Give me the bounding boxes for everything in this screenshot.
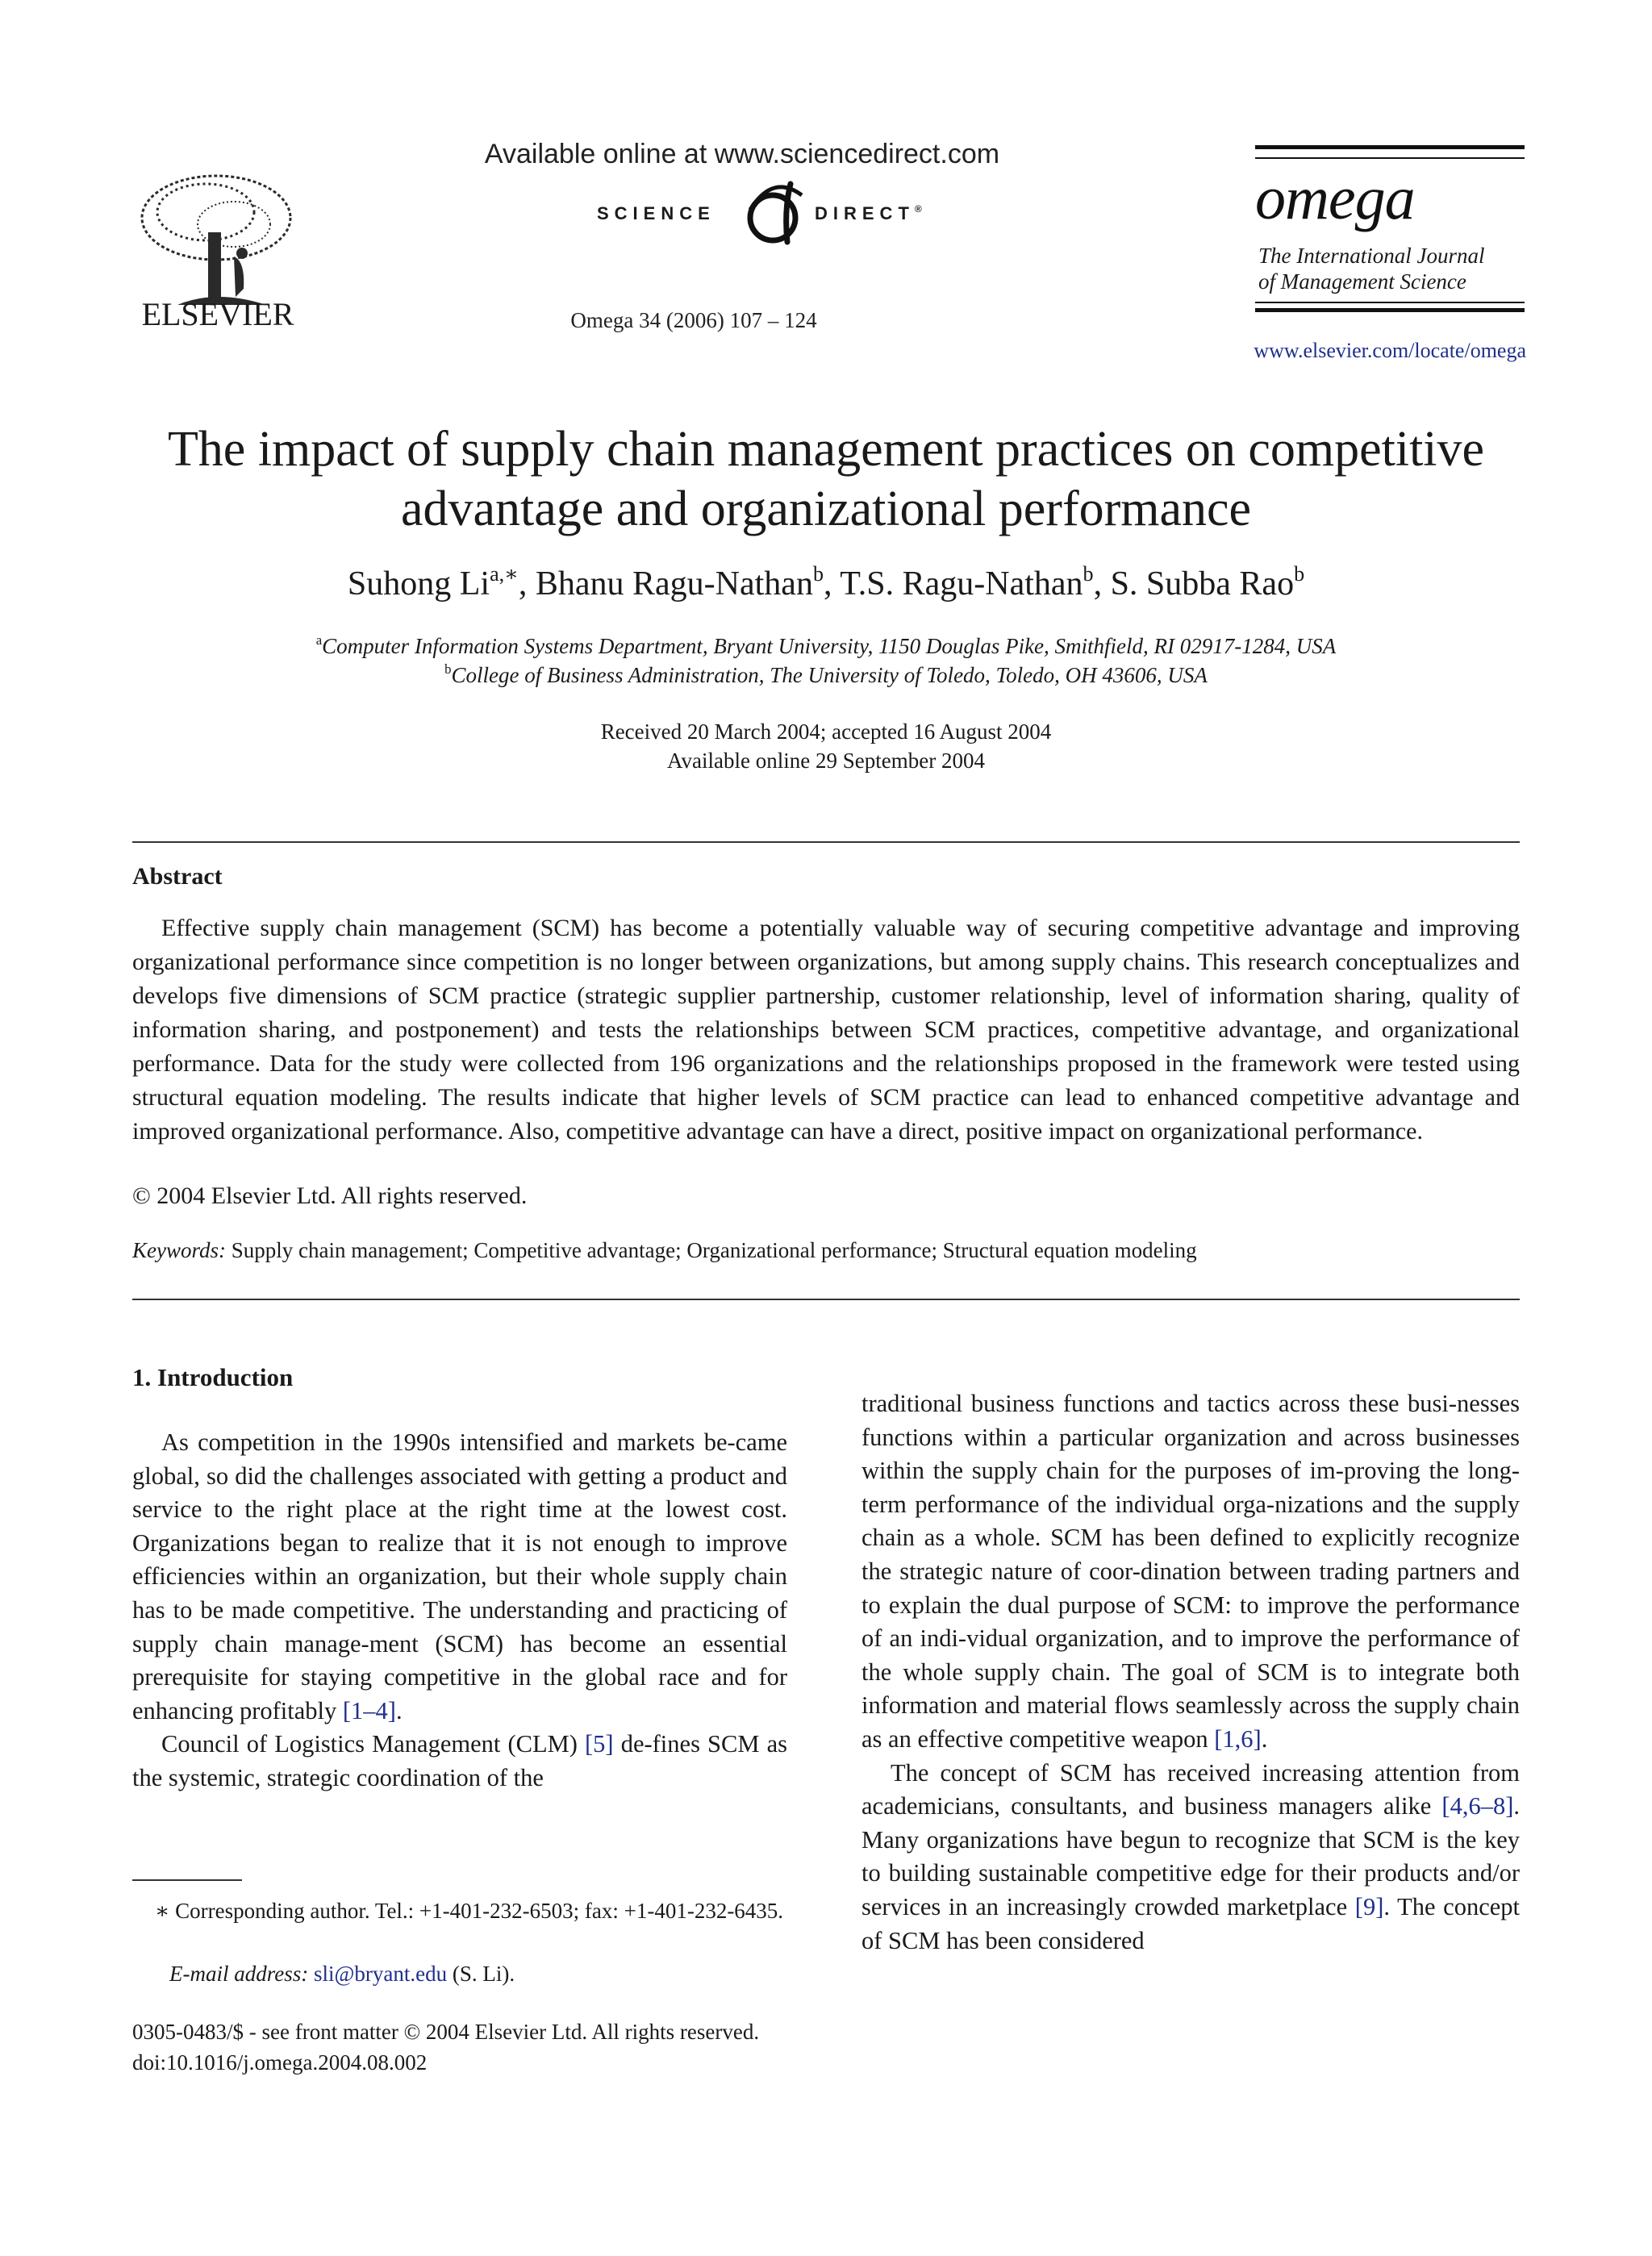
affiliation-b: $^b$College of Business Administration, The University of Toledo, Toledo, OH 43606, USA <box>444 661 1208 687</box>
available-online-text[interactable]: Available online at www.sciencedirect.com <box>484 139 1000 169</box>
journal-subtitle: The International Journal <box>1258 244 1485 268</box>
journal-url-link[interactable]: www.elsevier.com/locate/omega <box>1254 339 1526 362</box>
author-name: Suhong Li <box>347 565 490 603</box>
keywords: Keywords: Supply chain management; Competitive advantage; Organizational performance; Structural equation modeling <box>132 1238 1197 1262</box>
author-separator: , <box>1093 565 1111 603</box>
paragraph: The concept of SCM has received increasing attention from academicians, consultants, and business managers alike [4,6–8]. Many organizations have begun to recognize that SCM is the key to building sustainable competitive edge for their products and/or services in an increasingly crowded marketplace [9]. The concept of SCM has been considered <box>861 1758 1521 1954</box>
article-title <box>97 419 1555 539</box>
paragraph: traditional business functions and tactics across these busi-nesses functions within a particular organization and across businesses within the supply chain for the purposes of im-proving the long-term performance of the individual orga-nizations and the supply chain as a whole. SCM has been defined to explicitly recognize the strategic nature of coor-dination between trading partners and to explain the dual purpose of SCM: to improve the performance of an indi-vidual organization, and to improve the performance of the whole supply chain. The goal of SCM is to integrate both information and material flows seamlessly across the supply chain as an effective competitive weapon [1,6]. <box>861 1390 1520 1753</box>
sciencedirect-left-text: SCIENCE <box>597 203 715 223</box>
abstract-heading: Abstract <box>132 863 223 890</box>
author-separator: , <box>518 565 536 603</box>
journal-citation: Omega 34 (2006) 107 – 124 <box>570 308 817 332</box>
masthead-rule <box>1255 308 1525 312</box>
doi[interactable]: doi:10.1016/j.omega.2004.08.002 <box>132 2050 428 2075</box>
divider <box>132 841 1520 843</box>
author-separator: , <box>823 565 841 603</box>
sciencedirect-right-text: DIRECT® <box>815 203 922 223</box>
journal-logo-omega: omega <box>1255 165 1415 232</box>
citation-link[interactable]: [1,6] <box>1214 1724 1262 1753</box>
author-affiliation-mark: b <box>1083 562 1094 586</box>
citation-link[interactable]: [1–4] <box>342 1696 396 1724</box>
author-name: S. Subba Rao <box>1110 565 1295 603</box>
right-column <box>861 1387 1520 1958</box>
footnote-rule <box>132 1879 242 1881</box>
author-name: T.S. Ragu-Nathan <box>840 565 1083 603</box>
citation-link[interactable]: [9] <box>1354 1892 1384 1920</box>
abstract-copyright: © 2004 Elsevier Ltd. All rights reserved. <box>132 1182 528 1209</box>
affiliation-a: $^a$Computer Information Systems Department, Bryant University, 1150 Douglas Pike, Smithfield, RI 02917-1284, USA <box>315 632 1337 658</box>
email-note: E-mail address: sli@bryant.edu (S. Li). <box>169 1962 515 1986</box>
masthead-rule <box>1255 157 1525 159</box>
divider <box>132 1299 1520 1300</box>
masthead-rule <box>1255 145 1525 149</box>
author-affiliation-mark: b <box>1294 562 1305 586</box>
abstract-body: Effective supply chain management (SCM) has become a potentially valuable way of securing competitive advantage and improving organizational performance since competition is no longer between organizations, but among supply chains. This research conceptualizes and develops five dimensions of SCM practice (strategic supplier partnership, customer relationship, level of information sharing, quality of information sharing, and postponement) and tests the relationships between SCM practices, competitive advantage, and organizational performance. Data for the study were collected from 196 organizations and the relationships proposed in the framework were tested using structural equation modeling. The results indicate that higher levels of SCM practice can lead to enhanced competitive advantage and improved organizational performance. Also, competitive advantage can have a direct, positive impact on organizational performance. <box>132 915 1520 1145</box>
publisher-wordmark: ELSEVIER <box>141 296 294 332</box>
citation-link[interactable]: [4,6–8] <box>1441 1792 1514 1820</box>
received-date: Received 20 March 2004; accepted 16 August 2004 <box>600 719 1052 744</box>
corresponding-author-note: ∗ Corresponding author. Tel.: +1-401-232-6503; fax: +1-401-232-6435. <box>155 1899 784 1923</box>
section-heading: 1. Introduction <box>132 1363 294 1391</box>
author-list <box>97 562 1555 603</box>
email-link[interactable]: sli@bryant.edu <box>313 1962 448 1986</box>
article-title-line: advantage and organizational performance <box>400 482 1252 536</box>
author-affiliation-mark: a,∗ <box>490 562 519 586</box>
front-matter: 0305-0483/$ - see front matter © 2004 Elsevier Ltd. All rights reserved. <box>132 2020 760 2044</box>
article-title-line: The impact of supply chain management practices on competitive <box>167 422 1485 477</box>
sciencedirect-d-logo-icon <box>734 177 811 250</box>
masthead-rule <box>1255 302 1525 303</box>
left-column <box>132 1426 787 1795</box>
citation-link[interactable]: [5] <box>585 1730 614 1758</box>
paragraph: As competition in the 1990s intensified and markets be-came global, so did the challenges associated with getting a product and service to the right place at the right time at the lowest cost. Organizations began to realize that it is not enough to improve efficiencies within an organization, but their whole supply chain has to be made competitive. The understanding and practicing of supply chain manage-ment (SCM) has become an essential prerequisite for staying competitive in the global race and for enhancing profitably [1–4]. <box>132 1428 787 1724</box>
available-date: Available online 29 September 2004 <box>667 749 985 773</box>
author-name: Bhanu Ragu-Nathan <box>535 565 813 603</box>
journal-subtitle: of Management Science <box>1258 269 1466 294</box>
author-affiliation-mark: b <box>812 562 824 586</box>
paragraph: Council of Logistics Management (CLM) [5] de-fines SCM as the systemic, strategic coordination of the <box>132 1730 787 1791</box>
